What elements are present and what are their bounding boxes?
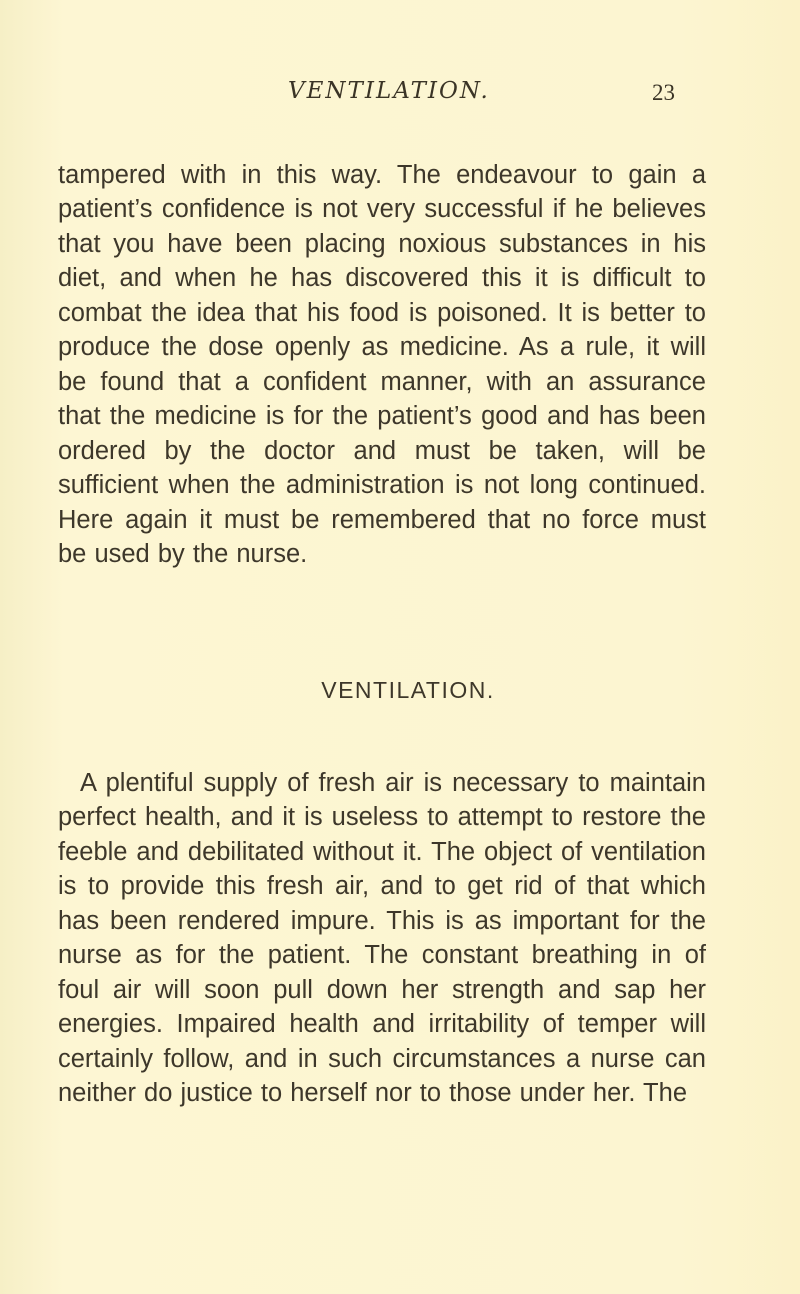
running-head	[0, 78, 800, 108]
running-title: VENTILATION.	[288, 78, 490, 104]
paragraph-2: A plentiful supply of fresh air is necessary to maintain perfect health, and it is useless to attempt to restore the feeble and debilitated without it. The object of ventilation is to provide this fresh air, and to get rid of that which has been rendered impure. This is as important for the nurse as for the patient. The constant breathing in of foul air will soon pull down her strength and sap her energies. Impaired health and irritability of temper will certainly follow, and in such circumstances a nurse can neither do justice to herself nor to those under her. The	[58, 768, 706, 1107]
page-number: 23	[652, 80, 675, 105]
section-heading: VENTILATION.	[321, 677, 495, 703]
paragraph-1: tampered with in this way. The endeavour to gain a patient’s confidence is not very successful if he believes that you have been placing noxious substances in his diet, and when he has discovered this it is difficult to combat the idea that his food is poisoned. It is better to produce the dose openly as medicine. As a rule, it will be found that a confident manner, with an assurance that the medicine is for the patient’s good and has been ordered by the doctor and must be taken, will be sufficient when the administration is not long continued. Here again it must be remembered that no force must be used by the nurse.	[58, 160, 706, 568]
